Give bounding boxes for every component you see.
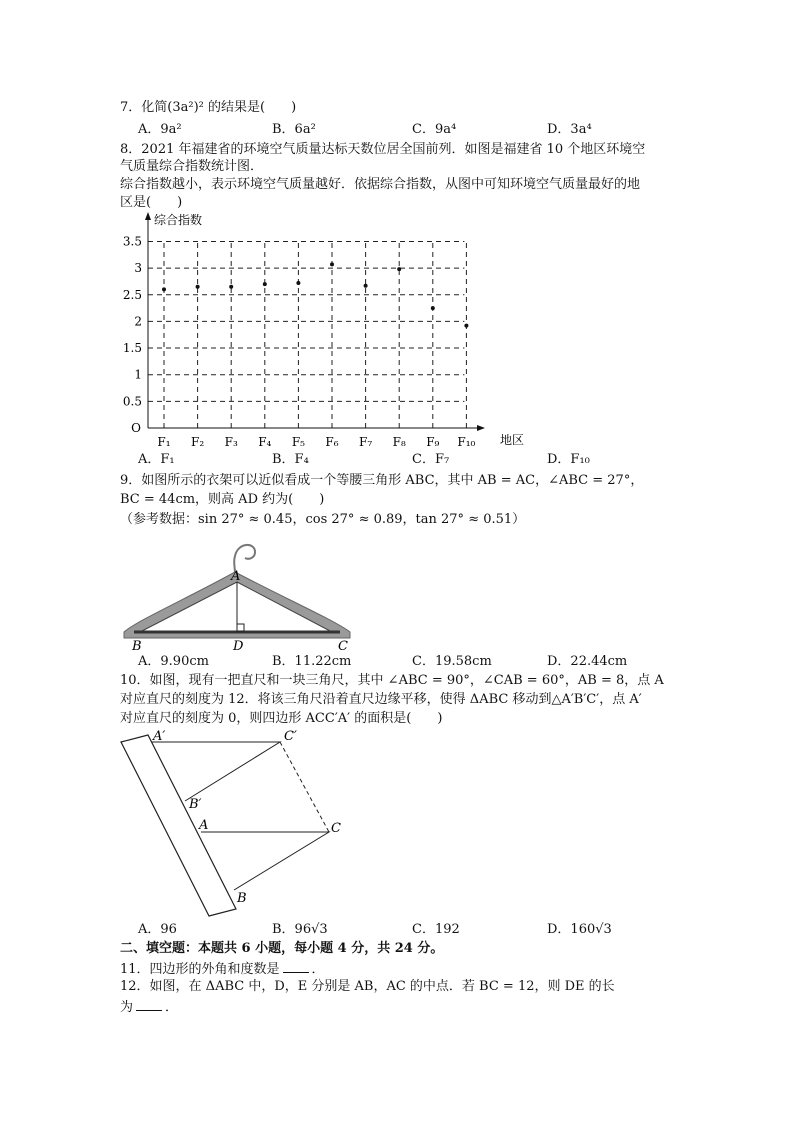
q7-option-c: C．9a⁴	[412, 122, 457, 137]
q9-option-b: B．11.22cm	[272, 654, 352, 669]
section-heading: 二、填空题：本题共 6 小题，每小题 4 分，共 24 分。	[120, 941, 444, 956]
data-point	[464, 324, 468, 328]
x-tick-label: F₈	[392, 435, 406, 449]
data-point	[196, 285, 200, 289]
air-quality-chart	[118, 210, 538, 455]
label-b: B	[237, 891, 247, 906]
q10-option-c: C．192	[412, 922, 460, 937]
x-axis-label: 地区	[500, 433, 525, 447]
q8-line4: 区是( )	[120, 195, 183, 210]
label-a-prime: A′	[153, 729, 166, 744]
q9-option-c: C．19.58cm	[412, 654, 492, 669]
ruler-triangle-figure	[118, 722, 358, 922]
y-tick-label: 2.5	[122, 287, 142, 302]
x-tick-label: F₉	[426, 435, 440, 449]
label-b-prime: B′	[189, 797, 202, 812]
x-tick-label: F₆	[325, 435, 339, 449]
q7-option-a: A．9a²	[138, 122, 182, 137]
q11-line: 11．四边形的外角和度数是 ．	[120, 962, 325, 977]
q7-stem: 7．化简(3a²)² 的结果是( )	[120, 100, 297, 115]
y-tick-label: 2	[134, 314, 142, 329]
q8-line3: 综合指数越小，表示环境空气质量越好．依据综合指数，从图中可知环境空气质量最好的地	[120, 177, 641, 192]
q10-option-a: A．96	[138, 922, 177, 937]
q10-line1: 10．如图，现有一把直尺和一块三角尺，其中 ∠ABC = 90°，∠CAB = 60°，AB = 8，点 A	[120, 673, 664, 688]
y-tick-label: 1.5	[122, 341, 142, 356]
x-tick-label: F₇	[359, 435, 373, 449]
q9-line3: （参考数据：sin 27° ≈ 0.45，cos 27° ≈ 0.89，tan 27° ≈ 0.51）	[120, 512, 526, 527]
q7-option-d: D．3a⁴	[547, 122, 592, 137]
y-tick-label: 1	[134, 367, 142, 382]
q8-option-a: A．F₁	[138, 452, 175, 467]
q9-option-a: A．9.90cm	[138, 654, 209, 669]
y-tick-label: 3	[134, 261, 142, 276]
data-point	[364, 284, 368, 288]
q9-option-d: D．22.44cm	[547, 654, 628, 669]
data-point	[431, 306, 435, 310]
x-axis-arrow	[477, 425, 485, 431]
ruler	[121, 735, 236, 916]
q8-line1: 8．2021 年福建省的环境空气质量达标天数位居全国前列．如图是福建省 10 个地区环境空	[120, 142, 646, 157]
q12-blank[interactable]	[136, 998, 162, 1011]
q9-line1: 9．如图所示的衣架可以近似看成一个等腰三角形 ABC，其中 AB = AC，∠ABC = 27°，	[120, 473, 644, 488]
label-b: B	[132, 639, 142, 654]
data-point	[397, 267, 401, 271]
y-axis-arrow	[145, 212, 151, 220]
dashed-cc1	[280, 742, 329, 832]
x-tick-labels	[157, 435, 475, 449]
q12-line2: 为 ．	[120, 1000, 179, 1015]
x-tick-label: F₁₀	[457, 435, 476, 449]
label-c: C	[331, 821, 341, 836]
q8-option-c: C．F₇	[412, 452, 450, 467]
y-tick-labels	[123, 234, 142, 435]
q8-line2: 气质量综合指数统计图．	[120, 159, 264, 174]
label-a: A	[231, 569, 241, 584]
label-d: D	[233, 639, 244, 654]
y-tick-label: O	[131, 421, 141, 435]
data-point	[162, 287, 166, 291]
x-tick-label: F₄	[258, 435, 272, 449]
x-tick-label: F₅	[291, 435, 305, 449]
hanger-figure	[118, 528, 358, 656]
q12-text: 为	[120, 1000, 134, 1015]
q11-blank[interactable]	[283, 960, 309, 973]
label-a: A	[199, 818, 209, 833]
q11-text: 11．四边形的外角和度数是	[120, 962, 280, 977]
data-point	[296, 281, 300, 285]
x-tick-label: F₂	[191, 435, 205, 449]
chart-grid	[148, 241, 466, 428]
y-axis-label: 综合指数	[154, 213, 203, 227]
q10-line3: 对应直尺的刻度为 0，则四边形 ACC′A′ 的面积是( )	[120, 711, 443, 726]
q7-option-b: B．6a²	[272, 122, 316, 137]
x-tick-label: F₃	[224, 435, 238, 449]
data-point	[229, 285, 233, 289]
q12-line1: 12．如图，在 ΔABC 中，D，E 分别是 AB，AC 的中点．若 BC = 12，则 DE 的长	[120, 979, 615, 994]
y-tick-label: 0.5	[122, 394, 142, 409]
q8-option-d: D．F₁₀	[547, 452, 590, 467]
data-point	[330, 262, 334, 266]
y-tick-label: 3.5	[122, 234, 142, 249]
q10-option-b: B．96√3	[272, 922, 328, 937]
q9-line2: BC = 44cm，则高 AD 约为( )	[120, 492, 325, 507]
q10-line2: 对应直尺的刻度为 12．将该三角尺沿着直尺边缘平移，使得 ΔABC 移动到△A′B′C′，点 A′	[120, 692, 642, 707]
q8-option-b: B．F₄	[272, 452, 309, 467]
x-tick-label: F₁	[157, 435, 171, 449]
label-c: C	[338, 639, 348, 654]
q10-option-d: D．160√3	[547, 922, 612, 937]
label-c-prime: C′	[284, 729, 297, 744]
data-point	[263, 282, 267, 286]
